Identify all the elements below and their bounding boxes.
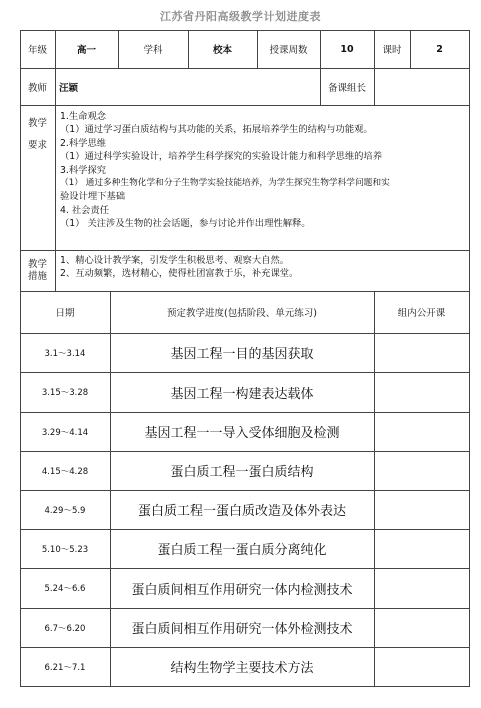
requirement-line: 4. 社会责任 (60, 204, 110, 216)
row-open-class (374, 529, 469, 568)
row-open-class (374, 608, 469, 647)
group-leader-value (374, 68, 469, 105)
row-plan: 蛋白质工程一蛋白质结构 (170, 465, 314, 480)
row-plan: 基因工程一目的基因获取 (170, 347, 314, 362)
grade-label: 年级 (27, 45, 47, 56)
measures-text (60, 254, 466, 281)
row-open-class (374, 568, 469, 608)
requirements-text (60, 110, 466, 231)
row-date: 4.15～4.28 (41, 466, 89, 477)
row-date: 4.29～5.9 (44, 505, 86, 516)
subject-label: 学科 (143, 45, 163, 56)
row-open-class (374, 490, 469, 529)
row-open-class (374, 647, 469, 686)
row-plan: 蛋白质工程一蛋白质分离纯化 (157, 543, 327, 558)
subject-value: 校本 (212, 45, 232, 56)
hours-label: 课时 (382, 45, 402, 56)
measures-label: 教学 措施 (27, 259, 47, 282)
page-title: 江苏省丹阳高级教学计划进度表 (160, 10, 321, 23)
row-open-class (374, 451, 469, 490)
row-open-class (374, 412, 469, 451)
row-open-class (374, 372, 469, 412)
requirement-line: 验设计埋下基础 (60, 191, 126, 203)
column-header-open-class: 组内公开课 (397, 308, 446, 319)
requirement-line: 2.科学思维 (60, 137, 107, 149)
requirement-line: 1.生命观念 (60, 111, 107, 122)
row-plan: 蛋白质工程一蛋白质改造及体外表达 (137, 504, 346, 519)
row-plan: 蛋白质间相互作用研究一体内检测技术 (131, 582, 353, 598)
teacher-label: 教师 (27, 82, 47, 94)
requirement-line: （1）通过科学实验设计，培养学生科学探究的实验设计能力和科学思维的培养 (60, 151, 383, 163)
requirement-line: （1） 通过多种生物化学和分子生物学实验技能培养，为学生探究生物学科学问题和实 (60, 178, 390, 189)
weeks-value: 10 (340, 43, 354, 55)
row-date: 6.21～7.1 (44, 662, 86, 673)
column-header-date: 日期 (55, 308, 75, 319)
row-plan: 蛋白质间相互作用研究一体外检测技术 (131, 622, 353, 637)
grade-value: 高一 (76, 45, 96, 56)
row-date: 3.1～3.14 (44, 348, 86, 359)
row-open-class (374, 333, 469, 372)
row-date: 3.15～3.28 (41, 388, 89, 398)
teacher-name: 汪颖 (59, 82, 79, 94)
row-date: 6.7～6.20 (44, 623, 86, 634)
row-date: 5.24～6.6 (44, 584, 86, 594)
measure-line: 1、精心设计教学案，引发学生积极思考、观察大自然。 (60, 255, 290, 266)
row-date: 3.29～4.14 (41, 427, 89, 438)
row-plan: 基因工程一一导入受体细胞及检测 (144, 426, 340, 441)
row-plan: 结构生物学主要技术方法 (170, 661, 314, 676)
requirement-line: 3.科学探究 (60, 164, 107, 176)
requirements-label: 教学 要求 (27, 118, 47, 151)
measure-line: 2、互动频繁，选材精心，使得杜团富教于乐，补充课堂。 (60, 268, 299, 280)
row-plan: 基因工程一构建表达载体 (170, 386, 314, 402)
row-date: 5.10～5.23 (41, 544, 89, 555)
requirement-line: （1） 关注涉及生物的社会话题，参与讨论并作出理性解释。 (60, 218, 311, 230)
column-header-plan: 预定教学进度(包括阶段、单元练习) (167, 308, 317, 319)
weeks-label: 授课周数 (269, 45, 308, 56)
requirement-line: （1）通过学习蛋白质结构与其功能的关系，拓展培养学生的结构与功能观。 (60, 124, 373, 136)
group-leader-label: 备课组长 (327, 82, 366, 94)
hours-value: 2 (436, 43, 443, 55)
